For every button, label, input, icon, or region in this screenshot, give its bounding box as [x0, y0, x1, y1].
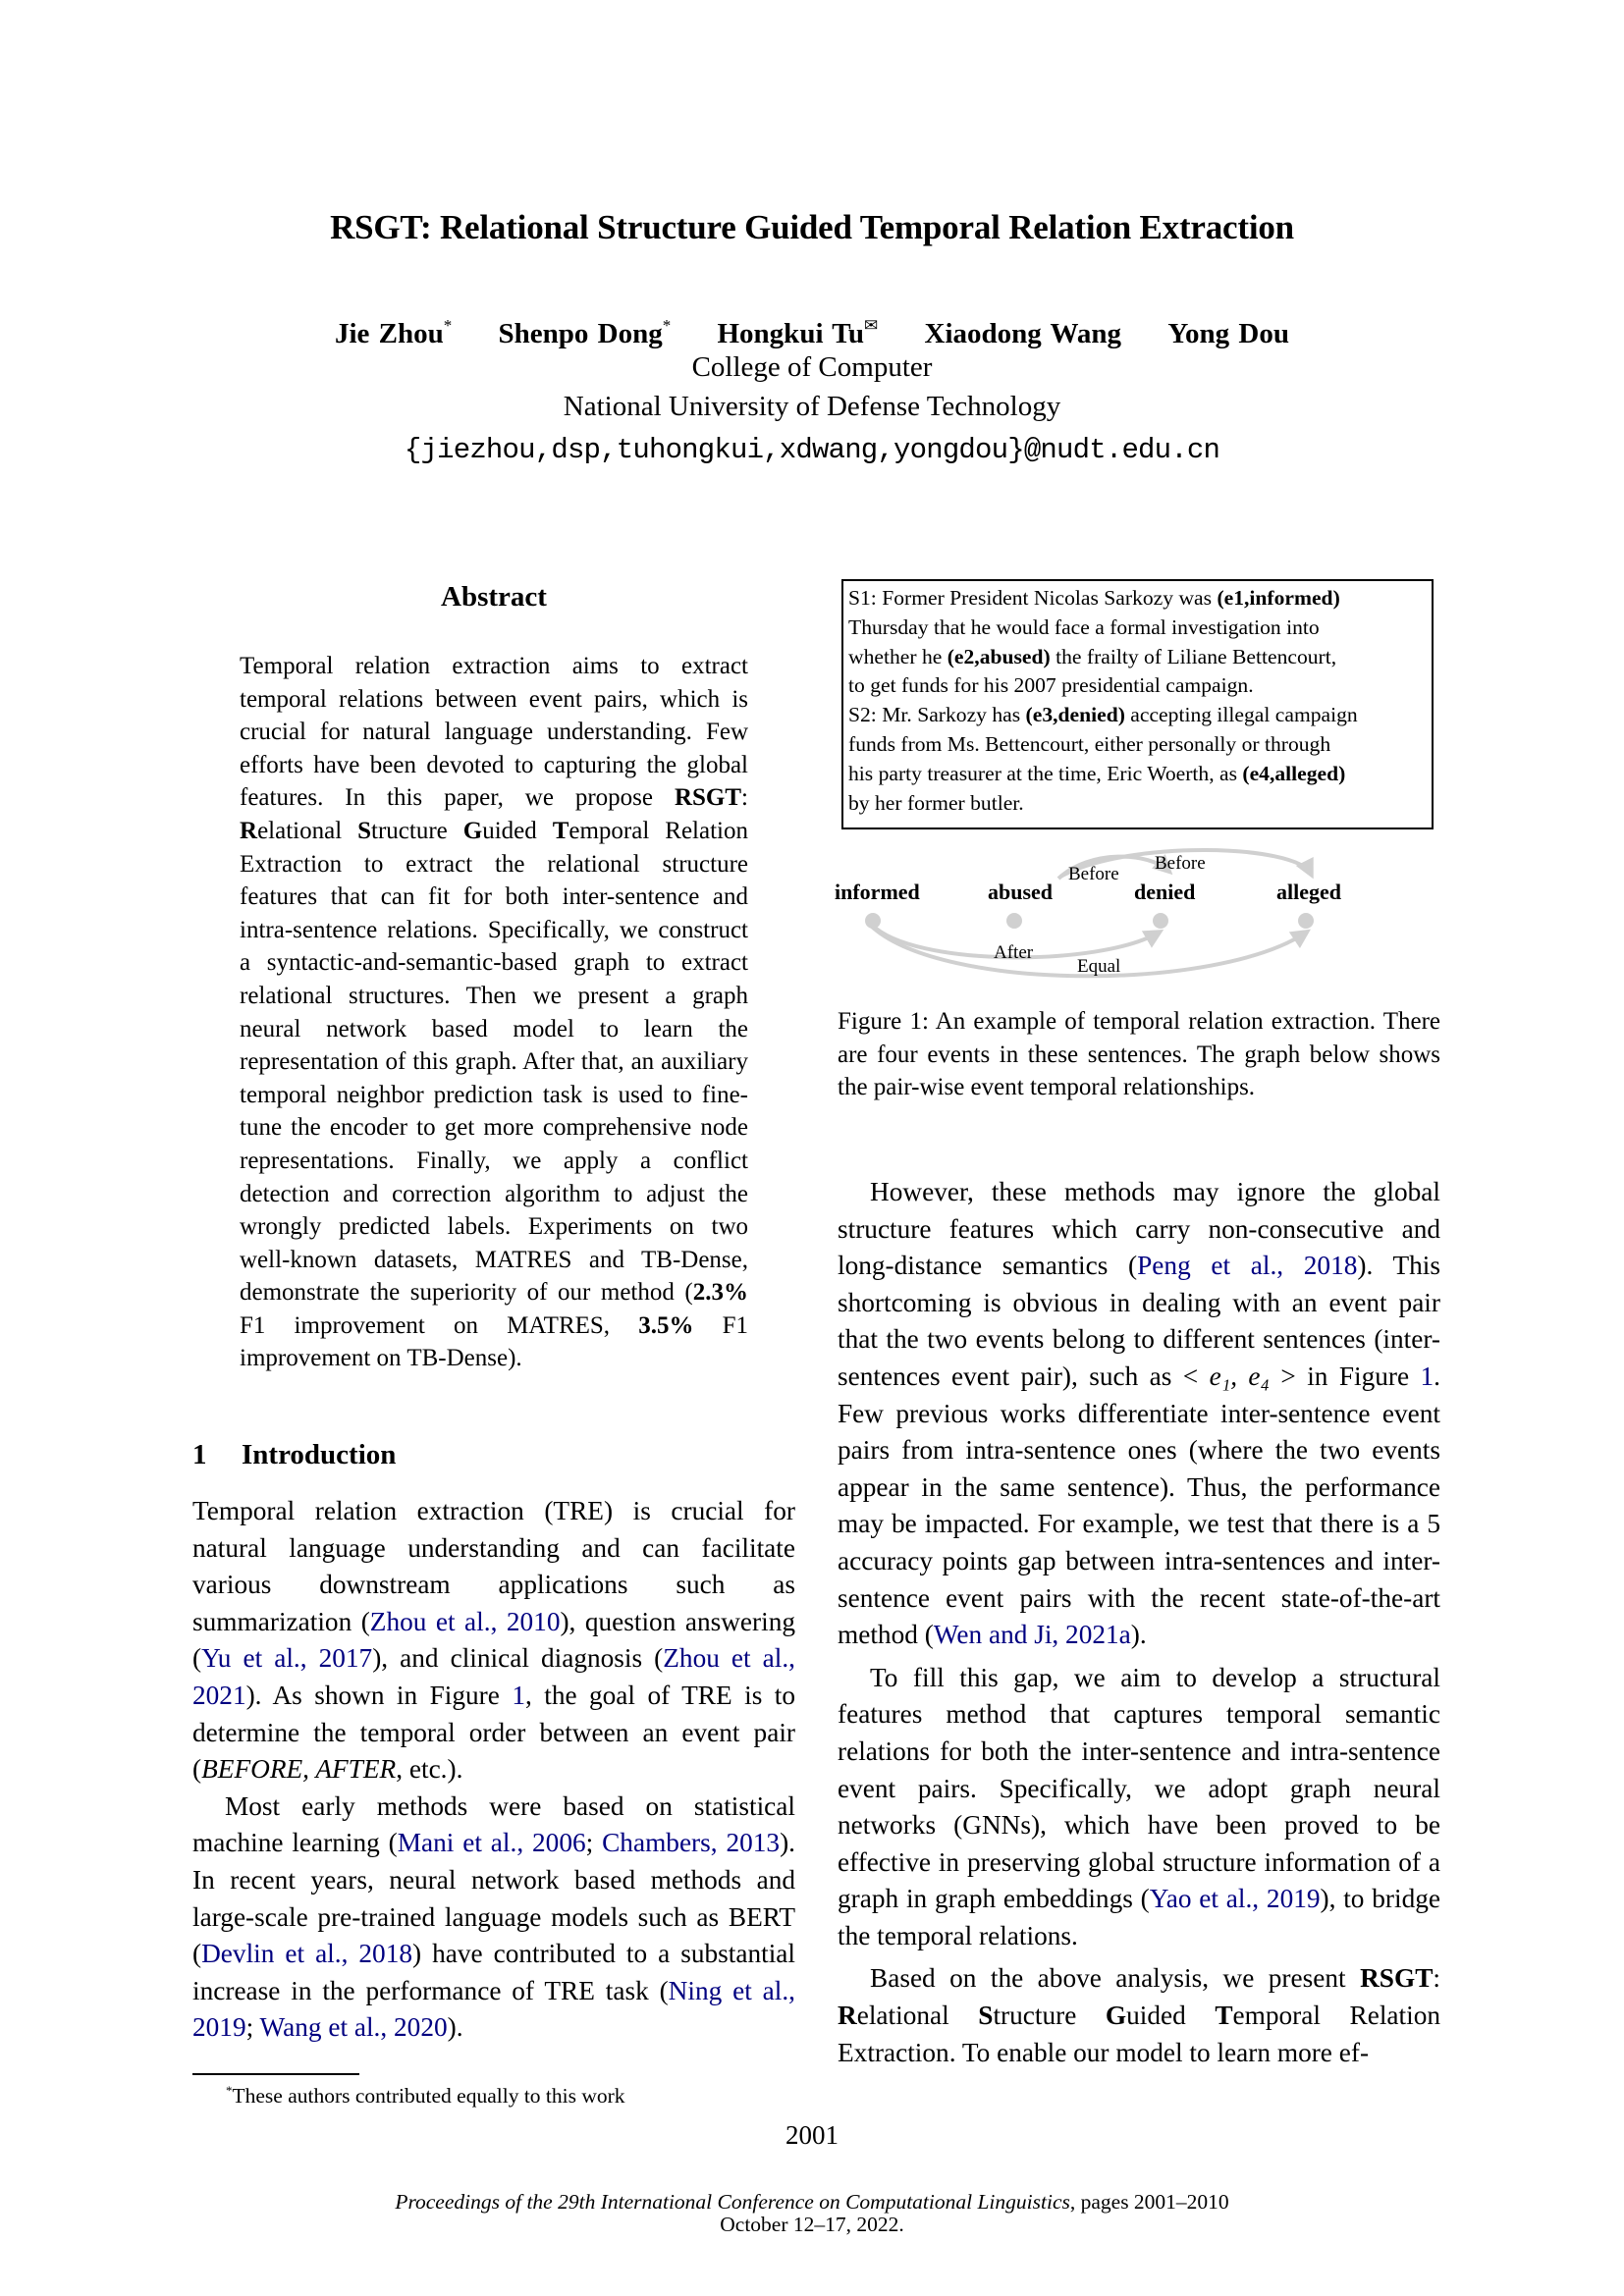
figure1-line: funds from Ms. Bettencourt, either personally or through: [848, 731, 1331, 756]
citation-link[interactable]: Zhou et al., 2021: [192, 1643, 795, 1710]
author: Jie Zhou*: [335, 316, 453, 349]
author: Xiaodong Wang: [924, 318, 1122, 349]
abstract-body: Temporal relation extraction aims to extract temporal relations between event pairs, which is crucial for natural language understanding. Few efforts have been devoted to capturing the global features. In this paper, we propose RSGT: Relational Structure Guided Temporal Relation Extraction to extract the relational structure features that can fit for both inter-sentence and intra-sentence relations. Specifically, we construct a syntactic-and-semantic-based graph to extract relational structures. Then we present a graph neural network based model to learn the representation of this graph. After that, an auxiliary temporal neighbor prediction task is used to fine-tune the encoder to get more comprehensive node representations. Finally, we apply a conflict detection and correction algorithm to adjust the wrongly predicted labels. Experiments on two well-known datasets, MATRES and TB-Dense, demonstrate the superiority of our method (2.3% F1 improvement on MATRES, 3.5% F1 improvement on TB-Dense).: [240, 653, 748, 1372]
figure1-line: by her former butler.: [848, 790, 1024, 815]
figure1-line: his party treasurer at the time, Eric Woerth, as (e4,alleged): [848, 761, 1346, 785]
edge-label-before-2: Before: [1155, 853, 1206, 874]
figure1-line: to get funds for his 2007 presidential campaign.: [848, 673, 1254, 698]
footnote-rule: [192, 2073, 359, 2075]
intro-paragraph-2: Most early methods were based on statistical machine learning (Mani et al., 2006; Chambers, 2013). In recent years, neural network based methods and large-scale pre-trained language models such as BERT (Devlin et al., 2018) have contributed to a substantial increase in the performance of TRE task (Ning et al., 2019; Wang et al., 2020).: [192, 1790, 795, 2043]
node-abused-dot: [1006, 913, 1022, 929]
citation-link[interactable]: Peng et al., 2018: [1137, 1251, 1358, 1281]
edge-label-equal: Equal: [1077, 956, 1121, 977]
node-informed-dot: [865, 913, 881, 929]
figure1-caption: Figure 1: An example of temporal relation extraction. There are four events in these sentences. The graph below shows the pair-wise event temporal relationships.: [838, 1008, 1440, 1101]
envelope-icon: ✉: [864, 316, 879, 335]
author: Shenpo Dong*: [498, 316, 672, 349]
author-emails: {jiezhou,dsp,tuhongkui,xdwang,yongdou}@nudt.edu.cn: [404, 434, 1220, 466]
citation-link[interactable]: Zhou et al., 2010: [369, 1606, 561, 1636]
intro-paragraph-1: Temporal relation extraction (TRE) is crucial for natural language understanding and can facilitate various downstream applications such as summarization (Zhou et al., 2010), question answering (Yu et al., 2017), and clinical diagnosis (Zhou et al., 2021). As shown in Figure 1, the goal of TRE is to determine the temporal order between an event pair (BEFORE, AFTER, etc.).: [192, 1496, 796, 1785]
figure1-sentences-box: [841, 579, 1434, 829]
citation-link[interactable]: 1: [1420, 1361, 1435, 1391]
author-list: [0, 316, 1624, 350]
citation-link[interactable]: Devlin et al., 2018: [201, 1939, 412, 1969]
intro-paragraph-4: To fill this gap, we aim to develop a structural features method that captures temporal semantic relations for both the inter-sentence and intra-sentence event pairs. Specifically, we adopt graph neural networks (GNNs), which have been proved to be effective in preserving global structure information of a graph in graph embeddings (Yao et al., 2019), to bridge the temporal relations.: [838, 1662, 1440, 1950]
intro-left-column: [192, 1493, 795, 2047]
citation-link[interactable]: Wang et al., 2020: [259, 2012, 448, 2043]
figure1-line: S1: Former President Nicolas Sarkozy was (e1,informed): [848, 586, 1340, 610]
author: Hongkui Tu✉: [717, 316, 879, 349]
citation-link[interactable]: Yao et al., 2019: [1149, 1884, 1321, 1914]
citation-link[interactable]: Ning et al., 2019: [192, 1975, 795, 2043]
citation-link[interactable]: Chambers, 2013: [602, 1828, 781, 1858]
figure1-line: whether he (e2,abused) the frailty of Liliane Bettencourt,: [848, 644, 1337, 668]
node-alleged: alleged: [1276, 880, 1341, 904]
edge-label-after: After: [994, 942, 1034, 963]
abstract-heading: Abstract: [441, 581, 547, 613]
node-alleged-dot: [1298, 913, 1314, 929]
author: Yong Dou: [1167, 318, 1289, 349]
intro-paragraph-5: Based on the above analysis, we present RSGT: Relational Structure Guided Temporal Relation Extraction. To enable our model to learn more ef-: [838, 1963, 1440, 2067]
intro-right-column: [838, 1174, 1440, 2071]
figure1-line: Thursday that he would face a formal investigation into: [848, 614, 1320, 639]
page-number: 2001: [785, 2120, 839, 2150]
node-abused: abused: [988, 880, 1054, 904]
citation-link[interactable]: Wen and Ji, 2021a: [933, 1620, 1131, 1650]
figure1-event-graph: [835, 844, 1443, 991]
citation-link[interactable]: Yu et al., 2017: [201, 1643, 373, 1674]
section-heading-introduction: 1 Introduction: [192, 1439, 397, 1470]
node-denied-dot: [1153, 913, 1168, 929]
proceedings-footer: Proceedings of the 29th International Conference on Computational Linguistics, pages 2001–2010 October 12–17, 2022.: [0, 2191, 1624, 2236]
conference-date: October 12–17, 2022.: [720, 2213, 904, 2236]
citation-link[interactable]: Mani et al., 2006: [397, 1828, 586, 1858]
footnote: *These authors contributed equally to this work: [226, 2083, 625, 2109]
node-informed: informed: [835, 880, 920, 904]
edge-label-before-1: Before: [1068, 864, 1119, 884]
citation-link[interactable]: 1: [512, 1680, 525, 1710]
affiliation-college: College of Computer: [691, 351, 933, 383]
paper-title: RSGT: Relational Structure Guided Temporal Relation Extraction: [330, 208, 1294, 246]
venue-name: Proceedings of the 29th International Conference on Computational Linguistics: [395, 2190, 1070, 2214]
node-denied: denied: [1134, 880, 1196, 904]
figure1-line: S2: Mr. Sarkozy has (e3,denied) accepting illegal campaign: [848, 703, 1358, 727]
affiliation-university: National University of Defense Technology: [563, 391, 1061, 422]
intro-paragraph-3: However, these methods may ignore the global structure features which carry non-consecutive and long-distance semantics (Peng et al., 2018). This shortcoming is obvious in dealing with an event pair that the two events belong to different sentences (inter-sentences event pair), such as < e₁, e₄ > in Figure 1. Few previous works differentiate inter-sentence event pairs from intra-sentence ones (where the two events appear in the same sentence). Thus, the performance may be impacted. For example, we test that there is a 5 accuracy points gap between intra-sentences and inter-sentence event pairs with the recent state-of-the-art method (Wen and Ji, 2021a).: [838, 1177, 1440, 1650]
